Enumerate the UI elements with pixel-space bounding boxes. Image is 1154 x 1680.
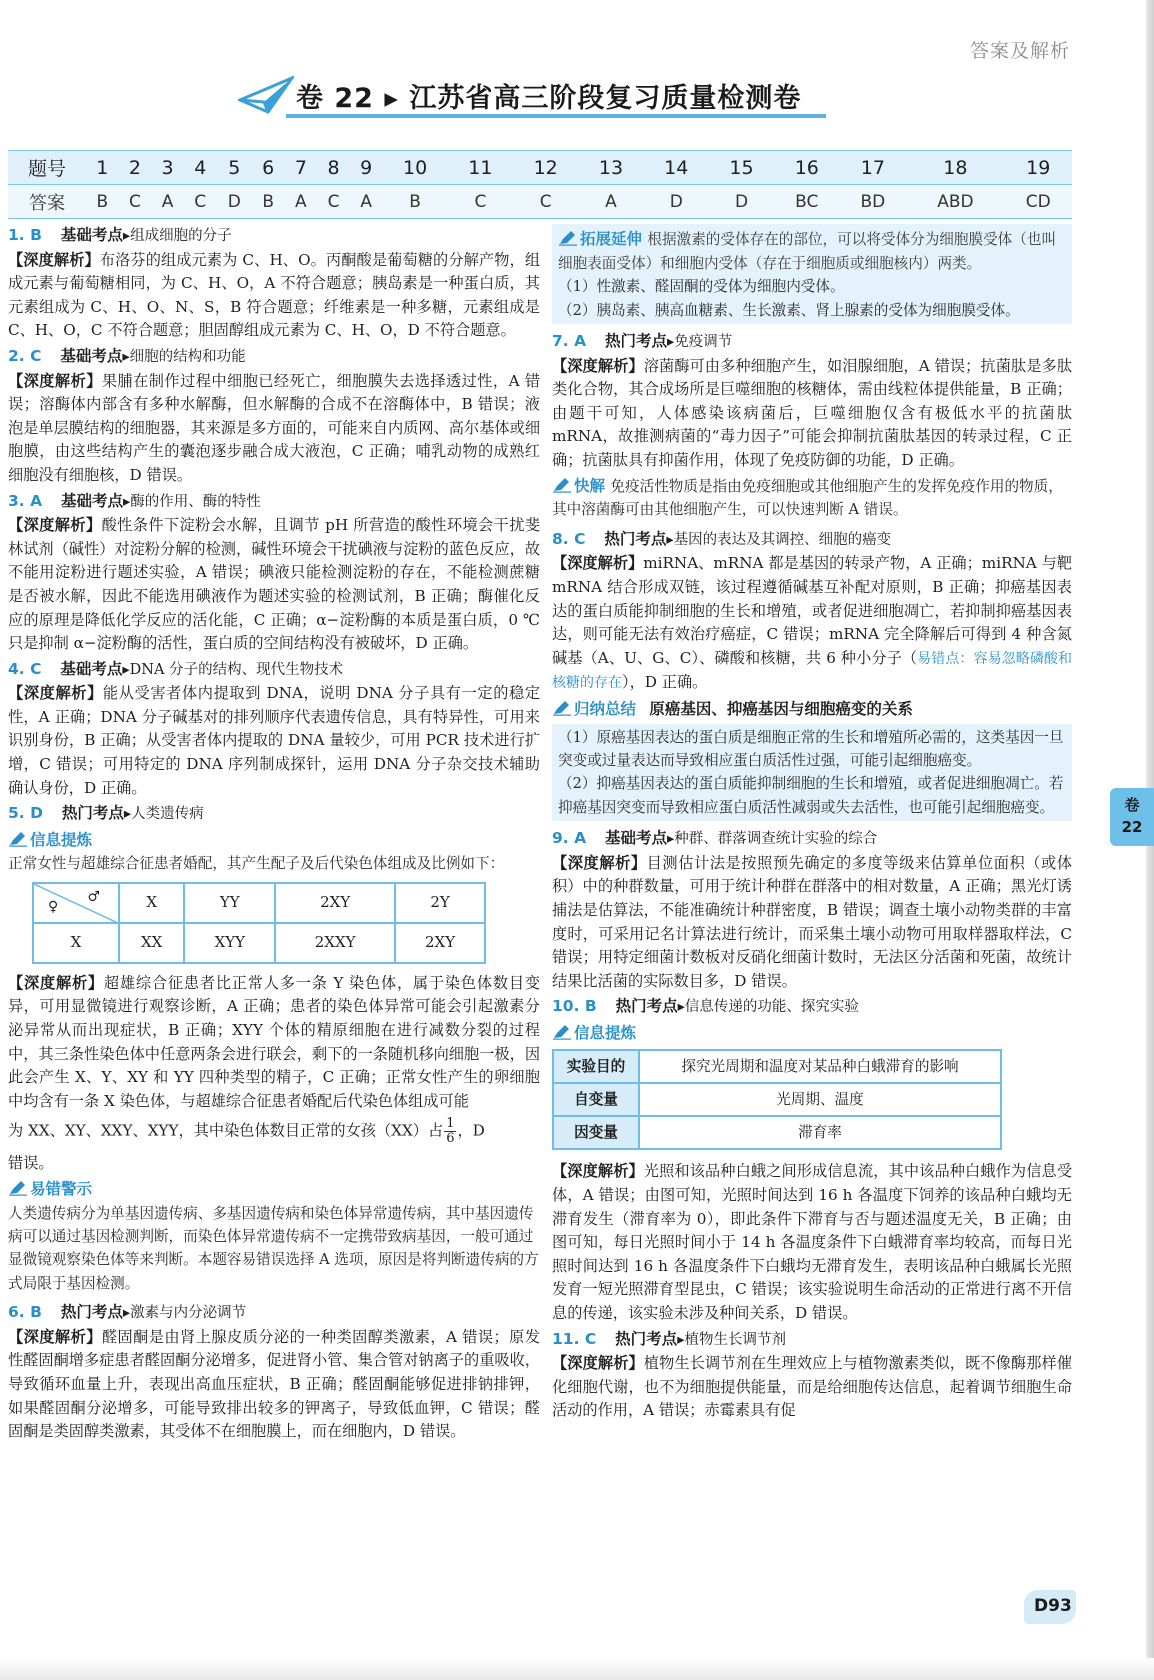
analysis-paragraph: [552, 1160, 1072, 1325]
male-symbol: ♂: [87, 888, 100, 905]
tip-title: 归纳总结: [574, 699, 637, 718]
analysis-label: 【深度解析】: [8, 684, 103, 703]
diagonal-line: [34, 884, 120, 924]
analysis-text: 布洛芬的组成元素为 C、H、O。丙酮酸是葡萄糖的分解产物，组成元素与葡萄糖相同，为 C、H、O，A 不符合题意；胰岛素是一种蛋白质，其元素组成为 C、H、O、N、S，B 符合题意；纤维素是一种多糖，元素组成是 C、H、O，C 不符合题意；胆固醇组成元素为 C、H、O，D 不符合题意。: [8, 250, 541, 340]
answer-row-label: 答案: [8, 185, 86, 219]
tip-item: （2）胰岛素、胰高血糖素、生长激素、肾上腺素的受体为细胞膜受体。: [558, 301, 1020, 319]
question-type: 热门考点: [604, 529, 667, 548]
analysis-label: 【深度解析】: [552, 853, 647, 872]
analysis-paragraph: [552, 852, 1072, 994]
tip-heading: [8, 829, 540, 853]
analysis-paragraph: [552, 355, 1072, 473]
answer-value: C: [184, 185, 217, 219]
question-number: 8. C: [552, 529, 586, 548]
analysis-paragraph: [552, 1352, 1072, 1423]
answer-value: A: [350, 185, 383, 219]
bottom-edge: [0, 1658, 1154, 1680]
question-heading: [552, 330, 1072, 355]
question-type: 基础考点: [60, 226, 123, 244]
q-number: 7: [285, 151, 318, 185]
pen-icon: [552, 1024, 572, 1040]
tip-item: （1）性激素、醛固酮的受体为细胞内受体。: [558, 278, 845, 296]
question-number: 9. A: [552, 829, 587, 848]
analysis-label: 【深度解析】: [8, 371, 102, 390]
answer-value: CD: [1005, 185, 1073, 219]
tip-title: 信息提炼: [30, 830, 93, 849]
question-number: 1. B: [8, 226, 42, 244]
error-note: 易错点：容易忽略磷酸和核糖的存在: [552, 650, 1072, 692]
analysis-label: 【深度解析】: [552, 1354, 644, 1373]
page-number: D93: [1034, 1596, 1072, 1616]
analysis-label: 【深度解析】: [552, 1162, 644, 1181]
tip-heading: [552, 475, 1072, 522]
analysis-paragraph: [8, 249, 540, 343]
q-number: 17: [839, 151, 906, 185]
question-type: 热门考点: [60, 1303, 123, 1322]
question-topic: ▸激素与内分泌调节: [122, 1305, 247, 1322]
experiment-row: [553, 1083, 1001, 1116]
pen-icon: [552, 477, 572, 493]
analysis-label: 【深度解析】: [8, 250, 100, 269]
q-number: 9: [350, 151, 383, 185]
experiment-row: [553, 1116, 1001, 1149]
answer-table-answer-row: [8, 185, 1072, 219]
analysis-paragraph: [552, 552, 1072, 696]
question-heading: [552, 528, 1072, 553]
side-tab-line: 22: [1121, 818, 1143, 836]
tip-heading: [558, 228, 1066, 275]
tip-title: 易错警示: [30, 1180, 93, 1198]
analysis-label: 【深度解析】: [552, 356, 644, 375]
answer-value: BC: [774, 185, 839, 219]
question-topic: ▸人类遗传病: [123, 806, 204, 823]
answer-value: D: [217, 185, 252, 219]
sperm-type: 2XY: [275, 883, 395, 923]
analysis-text: 目测估计法是按照预先确定的多度等级来估算单位面积（或体积）中的种群数量，可用于统计种群在群落中的相对数量，A 正确；黑光灯诱捕法是估算法，不能准确统计种群密度，B 错误；调查土壤小动物类群的丰富度时，可采用记名计算法进行统计，而采集土壤小动物可用取样器取样法，C 错误；用特定细菌计数板对反硝化细菌计数时，无法区分活菌和死菌，故统计结果比活菌的实际数目多，D 错误。: [552, 853, 1073, 990]
question-topic: ▸免疫调节: [667, 334, 733, 350]
tip-heading: [552, 1022, 1072, 1046]
title-block: [238, 72, 838, 122]
answer-value: C: [119, 185, 152, 219]
question-heading: [8, 1301, 540, 1326]
volume-side-tab: [1110, 788, 1154, 846]
pen-icon: [8, 1180, 28, 1196]
tip-text: 人类遗传病分为单基因遗传病、多基因遗传病和染色体异常遗传病，其中基因遗传病可以通过基因检测判断，而染色体异常遗传病不一定携带致病基因，一般可通过显微镜观察染色体等来判断。本题容易错误选择 A 选项，原因是将判断遗传病的方式局限于基因检测。: [8, 1204, 539, 1292]
question-heading: [552, 827, 1072, 852]
answer-value: A: [578, 185, 643, 219]
q-number: 15: [709, 151, 774, 185]
answer-value: ABD: [906, 185, 1004, 219]
tip-text: 根据激素的受体存在的部位，可以将受体分为细胞膜受体（也叫细胞表面受体）和细胞内受体（存在于细胞质或细胞核内）两类。: [558, 231, 1057, 272]
question-heading: [8, 490, 540, 515]
analysis-paragraph: [8, 682, 540, 800]
question-topic: ▸组成细胞的分子: [122, 228, 232, 244]
answer-value: C: [317, 185, 350, 219]
question-number: 5. D: [8, 804, 43, 823]
question-heading: [8, 802, 540, 827]
paper-plane-icon: [238, 74, 294, 116]
answer-value: B: [86, 185, 119, 219]
answer-value: C: [513, 185, 578, 219]
tip-text: 正常女性与超雄综合征患者婚配，其产生配子及后代染色体组成及比例如下：: [8, 855, 505, 873]
q-number: 4: [184, 151, 217, 185]
question-number: 10. B: [552, 997, 597, 1016]
tip-item: （1）原癌基因表达的蛋白质是细胞正常的生长和增殖所必需的，这类基因一旦突变或过量表达而导致相应蛋白质活性过强，可能引起细胞癌变。: [558, 728, 1064, 769]
sperm-type: 2Y: [395, 883, 485, 923]
female-symbol: ♀: [48, 899, 59, 916]
question-heading: [8, 658, 540, 683]
q-number: 14: [644, 151, 709, 185]
tip-heading: [8, 1178, 540, 1202]
experiment-row-label: 自变量: [553, 1083, 639, 1116]
sperm-type: YY: [184, 883, 275, 923]
analysis-paragraph-end: 错误。: [8, 1154, 54, 1173]
pen-icon: [8, 831, 28, 847]
tip-title: 信息提炼: [574, 1023, 637, 1042]
question-type: 基础考点: [605, 829, 668, 848]
question-type: 热门考点: [615, 997, 678, 1016]
q-number: 3: [151, 151, 184, 185]
question-topic: ▸基因的表达及其调控、细胞的癌变: [666, 531, 892, 548]
chromosome-table: [32, 882, 486, 964]
question-topic: ▸DNA 分子的结构、现代生物技术: [122, 661, 344, 678]
analysis-text: 为 XX、XY、XXY、XYY，其中染色体数目正常的女孩（XX）占: [8, 1121, 444, 1140]
question-number: 11. C: [552, 1329, 597, 1348]
experiment-row: [553, 1050, 1001, 1083]
answer-value: D: [709, 185, 774, 219]
analysis-text: 光照和该品种白蛾之间形成信息流，其中该品种白蛾作为信息受体，A 错误；由图可知，光照时间达到 16 h 各温度下饲养的该品种白蛾均无滞育发生（滞育率为 0），即此条件下滞育与否与题述温度无关，B 正确；由图可知，每日光照时间小于 14 h 各温度条件下白蛾滞育率均较高，而每日光照时间达到 16 h 各温度条件下白蛾均无滞育发生，表明该品种白蛾属长光照发育一短光照滞育型昆虫，C 错误；该实验说明生命活动的正常进行离不开信息的传递，该实验未涉及种间关系，D 错误。: [552, 1162, 1073, 1323]
q-number: 12: [513, 151, 578, 185]
analysis-paragraph: [8, 972, 540, 1114]
question-heading: [552, 1328, 1072, 1353]
fraction: [444, 1117, 456, 1146]
question-topic: ▸酶的作用、酶的特性: [123, 493, 261, 510]
experiment-row-value: 探究光周期和温度对某品种白蛾滞育的影响: [639, 1050, 1001, 1083]
q-number: 10: [382, 151, 447, 185]
q-number: 19: [1005, 151, 1073, 185]
experiment-row-label: 实验目的: [553, 1050, 639, 1083]
experiment-table: [552, 1049, 1002, 1150]
pen-icon: [552, 700, 572, 716]
right-column: [552, 222, 1072, 1423]
q-number: 18: [906, 151, 1004, 185]
egg-type: X: [33, 923, 119, 963]
tip-text: 免疫活性物质是指由免疫细胞或其他细胞产生的发挥免疫作用的物质，其中溶菌酶可由其他细胞产生，可以快速判断 A 错误。: [552, 477, 1063, 519]
question-number: 4. C: [8, 659, 42, 678]
analysis-paragraph-cont: [8, 1117, 540, 1146]
q-number: 5: [217, 151, 252, 185]
analysis-label: 【深度解析】: [8, 1327, 102, 1346]
chrom-body-row: [33, 923, 485, 963]
experiment-row-label: 因变量: [553, 1116, 639, 1149]
analysis-text: 果脯在制作过程中细胞已经死亡，细胞膜失去选择透过性，A 错误；溶酶体内部含有多种水解酶，但水解酶的合成不在溶酶体中，B 错误；液泡是单层膜结构的细胞器，其来源是多方面的，可能来自内质网、高尔基体或细胞膜，由这些结构产生的囊泡逐步融合成大液泡，C 正确；哺乳动物的成熟红细胞没有细胞核，D 错误。: [8, 371, 541, 484]
page-title: 卷 22 ▸ 江苏省高三阶段复习质量检测卷: [296, 83, 802, 114]
question-type: 基础考点: [61, 491, 124, 510]
offspring-type: 2XY: [395, 923, 485, 963]
side-tab-line: 卷: [1124, 796, 1140, 814]
experiment-row-value: 光周期、温度: [639, 1083, 1001, 1116]
offspring-type: XYY: [184, 923, 275, 963]
fraction-numerator: 1: [446, 1116, 455, 1132]
q-number: 13: [578, 151, 643, 185]
q-number: 11: [448, 151, 513, 185]
answer-value: D: [644, 185, 709, 219]
answer-value: C: [448, 185, 513, 219]
q-number: 8: [317, 151, 350, 185]
question-number: 2. C: [8, 346, 42, 365]
analysis-text: 能从受害者体内提取到 DNA，说明 DNA 分子具有一定的稳定性，A 正确；DNA 分子碱基对的排列顺序代表遗传信息，具有特异性，可用来识别身份，B 正确；从受害者体内提取的 DNA 量较少，可用 PCR 技术进行扩增，C 错误；可用特定的 DNA 序列制成探针，运用 DNA 分子杂交技术辅助确认身份，D 正确。: [8, 684, 541, 797]
question-number: 6. B: [8, 1303, 42, 1322]
tip-title: 快解: [574, 476, 606, 495]
diagonal-header-cell: [33, 883, 119, 923]
analysis-paragraph: [8, 370, 540, 488]
offspring-type: 2XXY: [275, 923, 395, 963]
analysis-text: 酸性条件下淀粉会水解，且调节 pH 所营造的酸性环境会干扰斐林试剂（碱性）对淀粉分解的检测，碱性环境会干扰碘液与淀粉的蓝色反应，故不能用淀粉进行题述实验，A 错误；碘液只能检测淀粉的存在，不能检测蔗糖是否被水解，因此不能选用碘液作为题述实验的检测试剂，B 正确；酶催化反应的原理是降低化学反应的活化能，C 正确；α−淀粉酶的本质是蛋白质，0 ℃ 只是抑制 α−淀粉酶的活性，蛋白质的空间结构没有被破坏，D 正确。: [8, 516, 541, 653]
tip-title: 拓展延伸: [580, 230, 643, 248]
answer-table: [8, 150, 1072, 219]
question-number: 7. A: [552, 332, 587, 350]
analysis-text: 植物生长调节剂在生理效应上与植物激素类似，既不像酶那样催化细胞代谢，也不为细胞提供能量，而是给细胞传达信息，起着调节细胞生命活动的作用，A 错误；赤霉素具有促: [552, 1354, 1073, 1420]
analysis-text: 醛固酮是由肾上腺皮质分泌的一种类固醇类激素，A 错误；原发性醛固酮增多症患者醛固酮分泌增多，促进肾小管、集合管对钠离子的重吸收，导致循环血量上升，表现出高血压症状，B 正确；醛固酮能够促进排钠排钾，如果醛固酮分泌增多，可能导致排出较多的钾离子，导致低血钾，C 错误；醛固酮是类固醇类激素，其受体不在细胞膜上，而在细胞内，D 错误。: [8, 1327, 541, 1441]
analysis-label: 【深度解析】: [552, 554, 644, 573]
extension-box: [552, 224, 1072, 324]
tip-item: （2）抑癌基因表达的蛋白质能抑制细胞的生长和增殖，或者促进细胞凋亡。若抑癌基因突变而导致相应蛋白质活性减弱或失去活性，也可能引起细胞癌变。: [558, 775, 1064, 816]
experiment-row-value: 滞育率: [639, 1116, 1001, 1149]
title-underline: [286, 114, 826, 118]
question-number: 3. A: [8, 491, 43, 510]
section-label: 答案及解析: [969, 40, 1070, 62]
answer-value: A: [151, 185, 184, 219]
question-heading: [8, 224, 540, 249]
q-number: 6: [252, 151, 285, 185]
q-number: 16: [774, 151, 839, 185]
question-type: 基础考点: [60, 346, 123, 365]
summary-subtitle: 原癌基因、抑癌基因与细胞癌变的关系: [649, 699, 913, 718]
question-type: 基础考点: [60, 659, 123, 678]
left-column: [8, 222, 540, 1444]
offspring-type: XX: [119, 923, 184, 963]
question-topic: ▸植物生长调节剂: [677, 1331, 786, 1348]
question-type: 热门考点: [615, 1329, 678, 1348]
analysis-label: 【深度解析】: [8, 973, 104, 992]
question-heading: [8, 345, 540, 370]
analysis-paragraph: [8, 1326, 540, 1444]
question-topic: ▸细胞的结构和功能: [122, 348, 246, 365]
answer-value: B: [382, 185, 447, 219]
answer-value: B: [252, 185, 285, 219]
answer-value: A: [285, 185, 318, 219]
summary-box: [552, 724, 1072, 822]
fraction-denominator: 6: [446, 1131, 455, 1147]
tip-heading: [552, 698, 1072, 722]
question-type: 热门考点: [605, 332, 668, 350]
question-topic: ▸种群、群落调查统计实验的综合: [667, 831, 878, 848]
question-topic: ▸信息传递的功能、探究实验: [677, 999, 859, 1016]
analysis-text: ），D 正确。: [622, 673, 708, 692]
analysis-text: ，D: [457, 1121, 485, 1140]
question-heading: [552, 995, 1072, 1020]
sperm-type: X: [119, 883, 184, 923]
analysis-text: 溶菌酶可由多种细胞产生，如泪腺细胞，A 错误；抗菌肽是多肽类化合物，其合成场所是巨噬细胞的核糖体，需由线粒体提供能量，B 正确；由题干可知，人体感染该病菌后，巨噬细胞仅含有极低水平的抗菌肽 mRNA，故推测病菌的“毒力因子”可能会抑制抗菌肽基因的转录过程，C 正确；抗菌肽具有抑菌作用，体现了免疫防御的功能，D 正确。: [552, 356, 1073, 469]
analysis-text: miRNA、mRNA 都是基因的转录产物，A 正确；miRNA 与靶 mRNA 结合形成双链，该过程遵循碱基互补配对原则，B 正确；抑癌基因表达的蛋白质能抑制细胞的生长和增殖，或者促进细胞凋亡，若抑制抑癌基因表达，则可能无法有效治疗癌症，C 错误；mRNA 完全降解后可得到 4 种含氮碱基（A、U、G、C）、磷酸和核糖，共 6 种小分子（: [552, 554, 1072, 667]
analysis-paragraph: [8, 514, 540, 656]
chrom-header-row: [33, 883, 485, 923]
question-type: 热门考点: [61, 804, 124, 823]
analysis-label: 【深度解析】: [8, 516, 102, 535]
pen-icon: [558, 230, 578, 246]
answer-table-number-row: [8, 151, 1072, 185]
q-number: 1: [86, 151, 119, 185]
analysis-text: 超雄综合征患者比正常人多一条 Y 染色体，属于染色体数目变异，可用显微镜进行观察诊断，A 正确；患者的染色体异常可能会引起激素分泌异常从而出现症状，B 正确；XYY 个体的精原细胞在进行减数分裂的过程中，其三条性染色体中任意两条会进行联会，剩下的一条随机移向细胞一极，因此会产生 X、Y、XY 和 YY 四种类型的精子，C 正确；正常女性产生的卵细胞中均含有一条 X 染色体，与超雄综合征患者婚配后代染色体组成可能: [8, 973, 541, 1110]
answer-value: BD: [839, 185, 906, 219]
q-number: 2: [119, 151, 152, 185]
number-row-label: 题号: [8, 151, 86, 185]
